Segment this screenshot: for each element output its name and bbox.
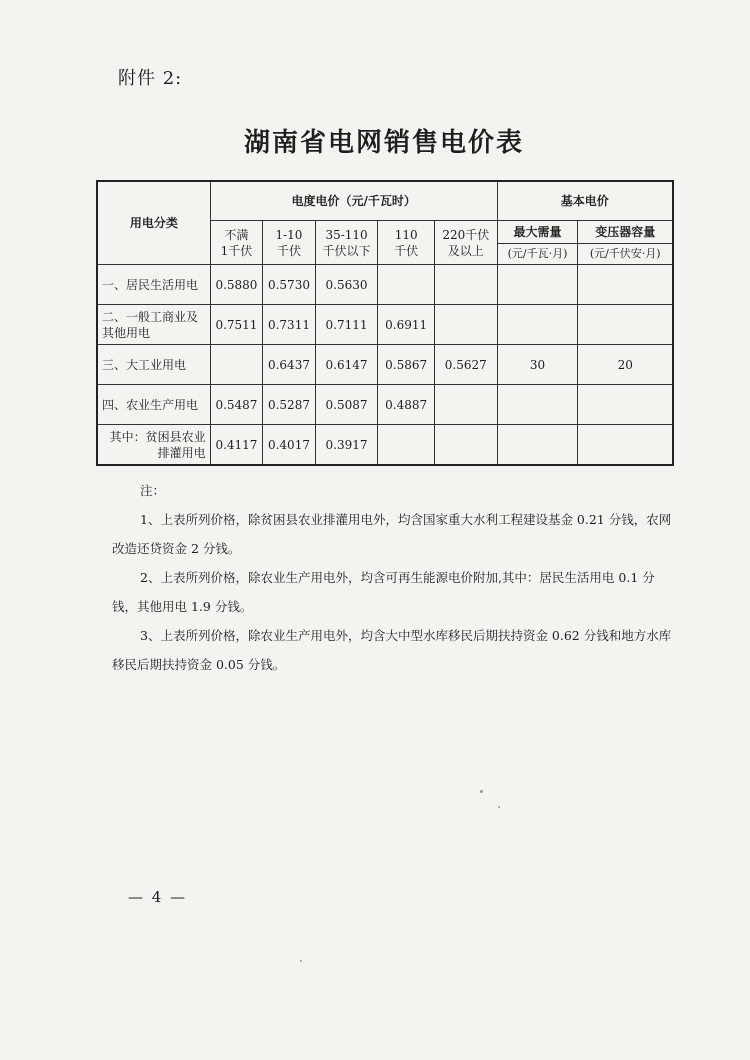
table-cell: 30	[497, 345, 578, 385]
table-cell: 0.5867	[378, 345, 435, 385]
attachment-label: 附件 2:	[118, 68, 183, 89]
table-cell: 0.5730	[263, 265, 316, 305]
table-cell: 0.7311	[263, 305, 316, 345]
notes-section	[112, 476, 672, 679]
table-row	[97, 265, 673, 305]
table-cell: 0.7111	[315, 305, 378, 345]
table-cell: 20	[578, 345, 673, 385]
scan-speck	[498, 806, 500, 808]
scan-speck	[300, 960, 302, 962]
table-cell: 0.5630	[315, 265, 378, 305]
table-cell	[210, 345, 263, 385]
basic-unit: (元/千瓦·月)	[497, 244, 578, 265]
table-cell	[378, 265, 435, 305]
table-cell: 0.7511	[210, 305, 263, 345]
table-row	[97, 385, 673, 425]
table-cell: 0.6911	[378, 305, 435, 345]
scan-speck	[480, 790, 483, 793]
table-cell: 0.3917	[315, 425, 378, 466]
table-cell: 0.5880	[210, 265, 263, 305]
table-cell: 0.6147	[315, 345, 378, 385]
table-cell	[497, 425, 578, 466]
voltage-col-header: 220千伏 及以上	[434, 221, 497, 265]
note-item: 2、上表所列价格，除农业生产用电外，均含可再生能源电价附加,其中：居民生活用电 0.1 分钱，其他用电 1.9 分钱。	[112, 570, 655, 614]
table-cell: 0.4887	[378, 385, 435, 425]
table-cell: 0.5627	[434, 345, 497, 385]
table-cell	[434, 425, 497, 466]
table-cell	[578, 265, 673, 305]
basic-col-header: 最大需量	[497, 221, 578, 244]
row-label: 二、一般工商业及其他用电	[97, 305, 210, 345]
table-cell	[497, 385, 578, 425]
voltage-col-header: 35-110 千伏以下	[315, 221, 378, 265]
basic-col-header: 变压器容量	[578, 221, 673, 244]
voltage-col-header: 不满 1千伏	[210, 221, 263, 265]
voltage-col-header: 1-10 千伏	[263, 221, 316, 265]
note-item: 3、上表所列价格，除农业生产用电外，均含大中型水库移民后期扶持资金 0.62 分钱和地方水库移民后期扶持资金 0.05 分钱。	[112, 628, 672, 672]
table-cell	[578, 385, 673, 425]
table-cell	[497, 265, 578, 305]
energy-price-header: 电度电价（元/千瓦时）	[210, 181, 497, 221]
category-header: 用电分类	[97, 181, 210, 265]
basic-unit: (元/千伏安·月)	[578, 244, 673, 265]
electricity-price-table	[96, 180, 674, 466]
row-label: 其中：贫困县农业排灌用电	[97, 425, 210, 466]
table-cell	[378, 425, 435, 466]
table-cell	[497, 305, 578, 345]
row-label: 四、农业生产用电	[97, 385, 210, 425]
table-cell	[434, 305, 497, 345]
table-cell: 0.4017	[263, 425, 316, 466]
voltage-col-header: 110 千伏	[378, 221, 435, 265]
basic-price-header: 基本电价	[497, 181, 673, 221]
note-item: 1、上表所列价格，除贫困县农业排灌用电外，均含国家重大水利工程建设基金 0.21 分钱，农网改造还贷资金 2 分钱。	[112, 512, 672, 556]
row-label: 一、居民生活用电	[97, 265, 210, 305]
table-cell: 0.6437	[263, 345, 316, 385]
page-title: 湖南省电网销售电价表	[243, 128, 524, 158]
table-cell: 0.4117	[210, 425, 263, 466]
table-row	[97, 305, 673, 345]
table-row	[97, 425, 673, 466]
table-cell	[578, 425, 673, 466]
row-label: 三、大工业用电	[97, 345, 210, 385]
table-cell: 0.5487	[210, 385, 263, 425]
page-number: — 4 —	[128, 888, 188, 906]
table-cell	[434, 265, 497, 305]
table-cell: 0.5287	[263, 385, 316, 425]
table-cell: 0.5087	[315, 385, 378, 425]
table-row	[97, 345, 673, 385]
table-cell	[578, 305, 673, 345]
table-cell	[434, 385, 497, 425]
notes-heading: 注：	[140, 483, 166, 498]
